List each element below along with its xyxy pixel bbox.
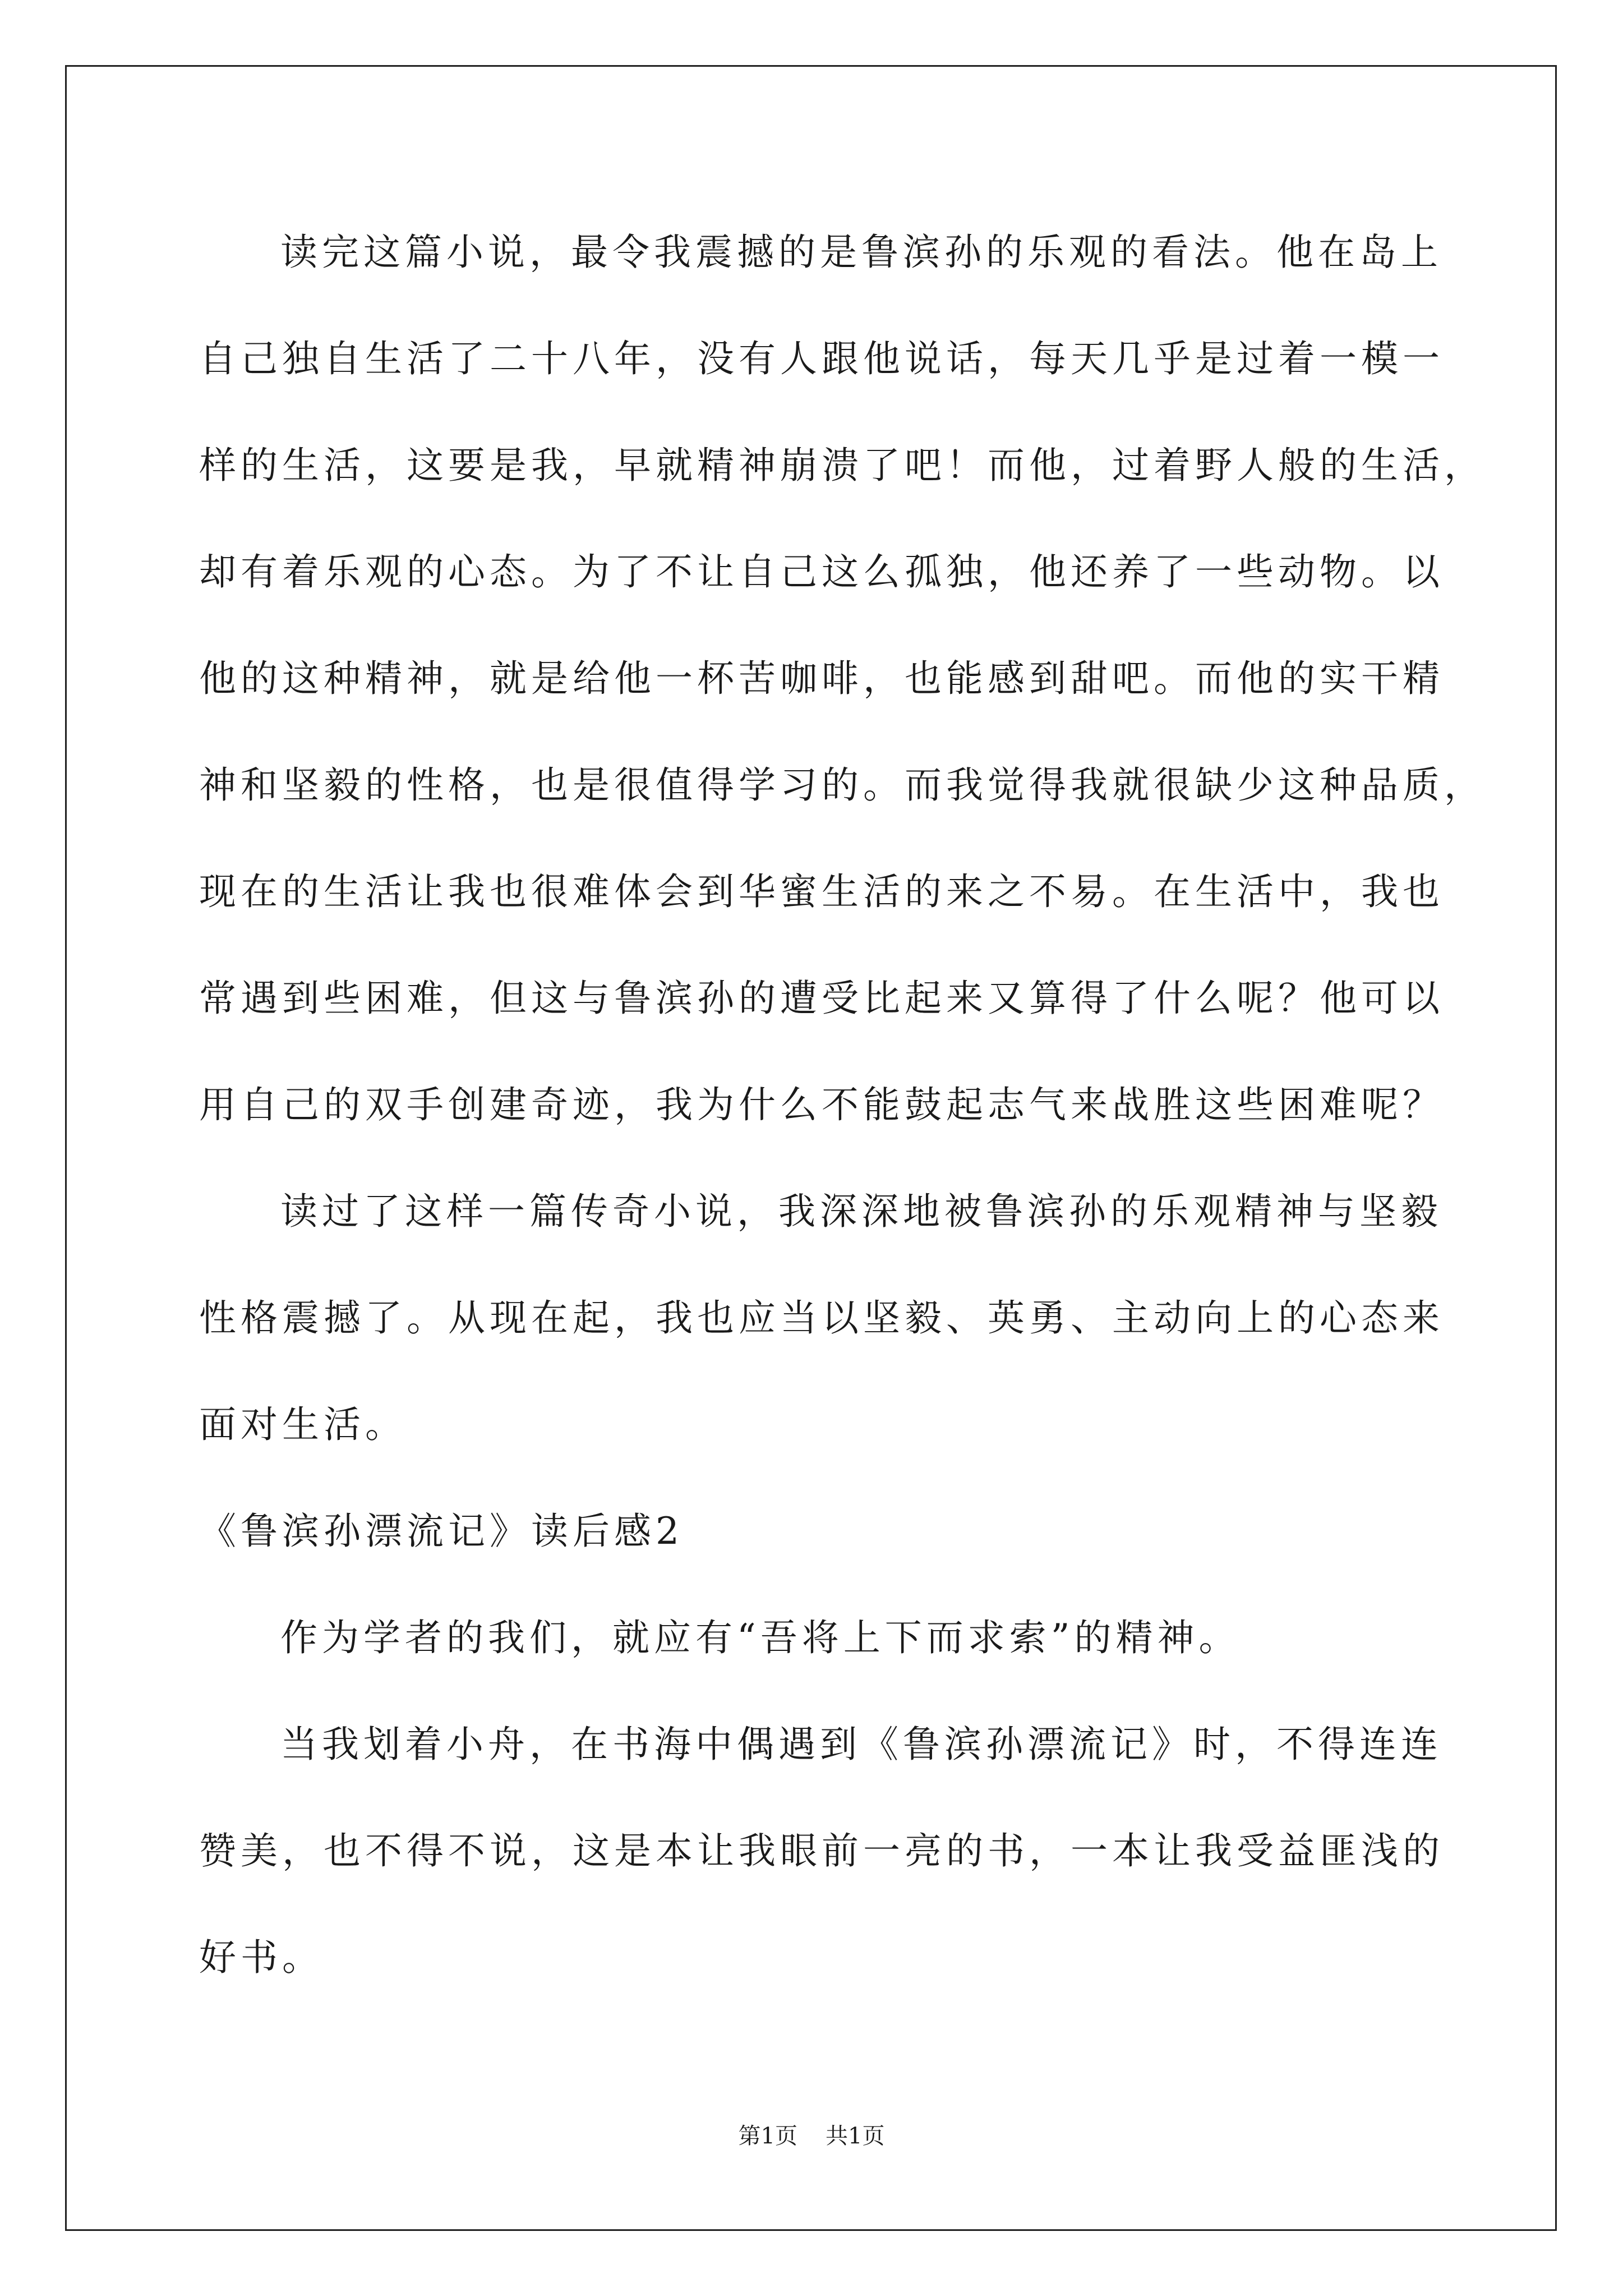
paragraph-1-line-7: 现在的生活让我也很难体会到华蜜生活的来之不易。在生活中，我也 (199, 870, 1444, 913)
page-number: 第1页 (738, 2123, 797, 2149)
section-heading: 《鲁滨孙漂流记》读后感2 (199, 1510, 684, 1553)
paragraph-1-line-9: 用自己的双手创建奇迹，我为什么不能鼓起志气来战胜这些困难呢？ (199, 1083, 1444, 1126)
paragraph-1-line-4: 却有着乐观的心态。为了不让自己这么孤独，他还养了一些动物。以 (199, 550, 1444, 593)
paragraph-1-line-3: 样的生活，这要是我，早就精神崩溃了吧！而他，过着野人般的生活， (199, 444, 1486, 487)
paragraph-3-line-1: 作为学者的我们，就应有“吾将上下而求索”的精神。 (280, 1616, 1241, 1659)
paragraph-2-line-2: 性格震撼了。从现在起，我也应当以坚毅、英勇、主动向上的心态来 (199, 1296, 1444, 1340)
paragraph-1-line-5: 他的这种精神，就是给他一杯苦咖啡，也能感到甜吧。而他的实干精 (199, 657, 1444, 700)
paragraph-4-line-1: 当我划着小舟，在书海中偶遇到《鲁滨孙漂流记》时，不得连连 (280, 1723, 1442, 1766)
page-footer (0, 2122, 1623, 2150)
paragraph-1-line-6: 神和坚毅的性格，也是很值得学习的。而我觉得我就很缺少这种品质， (199, 763, 1486, 807)
paragraph-4-line-2: 赞美，也不得不说，这是本让我眼前一亮的书，一本让我受益匪浅的 (199, 1829, 1444, 1872)
paragraph-2-line-3: 面对生活。 (199, 1403, 407, 1446)
paragraph-1-line-8: 常遇到些困难，但这与鲁滨孙的遭受比起来又算得了什么呢？他可以 (199, 977, 1444, 1020)
page-border (65, 65, 1557, 2231)
paragraph-4-line-3: 好书。 (199, 1936, 324, 1979)
page-total: 共1页 (826, 2123, 885, 2149)
paragraph-1-line-2: 自己独自生活了二十八年，没有人跟他说话，每天几乎是过着一模一 (199, 337, 1444, 380)
paragraph-1-line-1: 读完这篇小说，最令我震撼的是鲁滨孙的乐观的看法。他在岛上 (280, 231, 1442, 274)
paragraph-2-line-1: 读过了这样一篇传奇小说，我深深地被鲁滨孙的乐观精神与坚毅 (280, 1190, 1442, 1233)
